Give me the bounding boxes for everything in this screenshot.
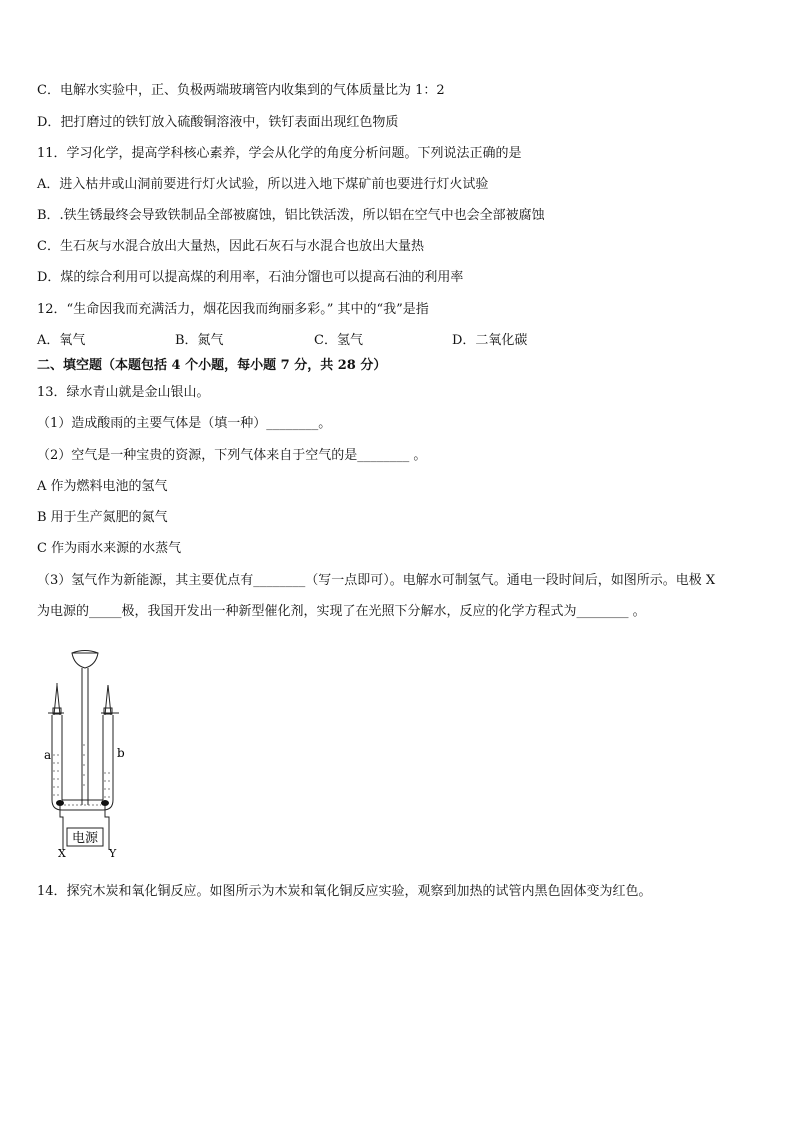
option-d-q12: D．二氧化碳 bbox=[452, 333, 528, 348]
q13-part-3-cont: 为电源的_____极，我国开发出一种新型催化剂，实现了在光照下分解水，反应的化学方程式为________ 。 bbox=[37, 604, 646, 619]
option-c-q12: C．氢气 bbox=[314, 333, 363, 348]
option-a-q11: A．进入枯井或山洞前要进行灯火试验，所以进入地下煤矿前也要进行灯火试验 bbox=[37, 177, 489, 192]
tube-a-label: a bbox=[44, 748, 52, 762]
question-11: 11．学习化学，提高学科核心素养，学会从化学的角度分析问题。下列说法正确的是 bbox=[37, 146, 522, 161]
question-13: 13．绿水青山就是金山银山。 bbox=[37, 385, 210, 400]
electrode-x-label: X bbox=[58, 847, 66, 860]
option-b-q11: B．.铁生锈最终会导致铁制品全部被腐蚀，铝比铁活泼，所以铝在空气中也会全部被腐蚀 bbox=[37, 208, 545, 223]
q13-part-3: （3）氢气作为新能源，其主要优点有________（写一点即可）。电解水可制氢气。通电一段时间后，如图所示。电极 X bbox=[37, 573, 716, 588]
electrode-left bbox=[56, 800, 64, 806]
q13-part-1: （1）造成酸雨的主要气体是（填一种）________。 bbox=[37, 416, 332, 431]
question-12: 12．“生命因我而充满活力，烟花因我而绚丽多彩。” 其中的“我”是指 bbox=[37, 302, 429, 317]
section-heading: 二、填空题（本题包括 4 个小题，每小题 7 分，共 28 分） bbox=[37, 358, 387, 373]
electrode-y-label: Y bbox=[109, 847, 117, 860]
electrode-right bbox=[101, 800, 109, 806]
electrolysis-apparatus-figure bbox=[38, 645, 138, 860]
question-14: 14．探究木炭和氧化铜反应。如图所示为木炭和氧化铜反应实验，观察到加热的试管内黑色固体变为红色。 bbox=[37, 884, 652, 899]
options-row-q12 bbox=[37, 332, 597, 350]
option-b-q12: B．氮气 bbox=[175, 333, 224, 348]
q13-choice-c: C 作为雨水来源的水蒸气 bbox=[37, 541, 182, 556]
option-c-q10: C．电解水实验中，正、负极两端玻璃管内收集到的气体质量比为 1：2 bbox=[37, 83, 445, 98]
tube-b-label: b bbox=[117, 746, 125, 760]
option-d-q11: D．煤的综合利用可以提高煤的利用率，石油分馏也可以提高石油的利用率 bbox=[37, 270, 464, 285]
q13-part-2: （2）空气是一种宝贵的资源，下列气体来自于空气的是________ 。 bbox=[37, 448, 427, 463]
tube-b bbox=[103, 715, 113, 800]
q13-choice-a: A 作为燃料电池的氢气 bbox=[37, 479, 168, 494]
q13-choice-b: B 用于生产氮肥的氮气 bbox=[37, 510, 168, 525]
option-a-q12: A．氧气 bbox=[37, 333, 86, 348]
option-d-q10: D．把打磨过的铁钉放入硫酸铜溶液中，铁钉表面出现红色物质 bbox=[37, 115, 399, 130]
power-supply-label: 电源 bbox=[71, 831, 99, 846]
option-c-q11: C．生石灰与水混合放出大量热，因此石灰石与水混合也放出大量热 bbox=[37, 239, 424, 254]
